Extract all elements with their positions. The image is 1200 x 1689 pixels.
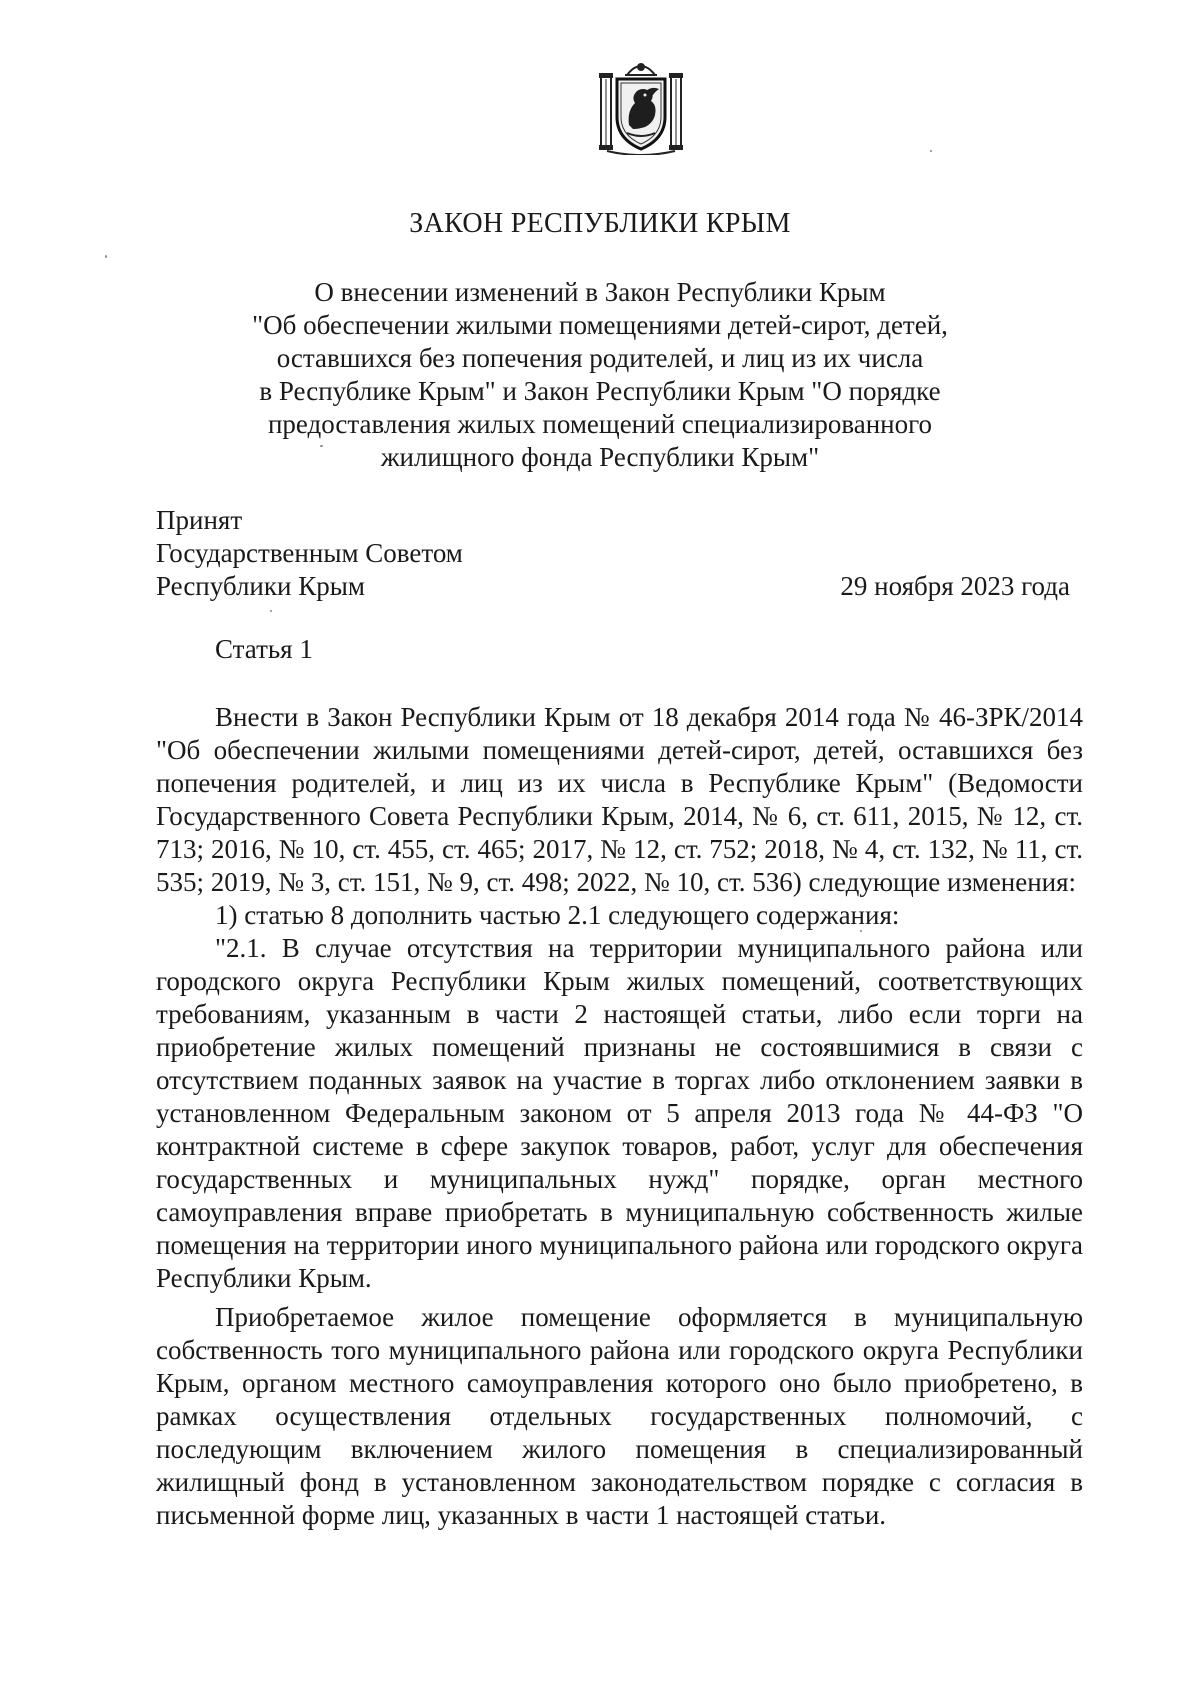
article-paragraph: "2.1. В случае отсутствия на территории муниципального района или городского округа Республики Крым жилых помещений, соответствующих требованиям, указанным в части 2 настоящей статьи, либо если торги на приобретение жилых помещений признаны не состоявшимися в связи с отсутствием поданных заявок на участие в торгах либо отклонением заявки в установленном Федеральным законом от 5 апреля 2013 года № 44-ФЗ "О контрактной системе в сфере закупок товаров, работ, услуг для обеспечения государственных и муниципальных нужд" порядке, орган местного самоуправления вправе приобретать в муниципальную собственность жилые помещения на территории иного муниципального района или городского округа Республики Крым. xyxy=(156,933,1083,1293)
adoption-line: Республики Крым xyxy=(156,571,365,601)
adoption-date: 29 ноября 2023 года xyxy=(840,571,1070,601)
article-paragraph: 1) статью 8 дополнить частью 2.1 следующего содержания: xyxy=(215,900,900,930)
scan-speck xyxy=(860,930,862,932)
law-subtitle-line: О внесении изменений в Закон Республики Крым xyxy=(314,277,886,307)
scan-speck xyxy=(270,610,272,612)
law-subtitle-line: "Об обеспечении жилыми помещениями детей-сирот, детей, xyxy=(252,310,948,340)
article-heading: Статья 1 xyxy=(215,634,313,664)
law-subtitle-line: оставшихся без попечения родителей, и лиц из их числа xyxy=(276,343,924,373)
crimea-coat-of-arms-icon xyxy=(597,55,685,155)
scan-speck xyxy=(930,150,932,152)
article-body xyxy=(156,701,1083,1532)
law-subtitle-line: в Республике Крым" и Закон Республики Крым "О порядке xyxy=(259,376,941,406)
scan-speck xyxy=(105,255,107,258)
adoption-line: Принят xyxy=(156,505,243,535)
article-paragraph: Приобретаемое жилое помещение оформляется в муниципальную собственность того муниципального района или городского округа Республики Крым, органом местного самоуправления которого оно было приобретено, в рамках осуществления отдельных государственных полномочий, с последующим включением жилого помещения в специализированный жилищный фонд в установленном законодательством порядке с согласия в письменной форме лиц, указанных в части 1 настоящей статьи. xyxy=(156,1302,1083,1530)
law-subtitle-line: жилищного фонда Республики Крым" xyxy=(380,442,820,472)
scan-speck xyxy=(320,445,323,447)
law-title: ЗАКОН РЕСПУБЛИКИ КРЫМ xyxy=(409,208,791,239)
article-paragraph: Внести в Закон Республики Крым от 18 декабря 2014 года № 46-ЗРК/2014 "Об обеспечении жилыми помещениями детей-сирот, детей, оставшихся без попечения родителей, и лиц из их числа в Республике Крым" (Ведомости Государственного Совета Республики Крым, 2014, № 6, ст. 611, 2015, № 12, ст. 713; 2016, № 10, ст. 455, ст. 465; 2017, № 12, ст. 752; 2018, № 4, ст. 132, № 11, ст. 535; 2019, № 3, ст. 151, № 9, ст. 498; 2022, № 10, ст. 536) следующие изменения: xyxy=(156,702,1083,897)
law-subtitle-line: предоставления жилых помещений специализированного xyxy=(267,409,933,439)
adoption-line: Государственным Советом xyxy=(156,538,463,568)
adoption-block xyxy=(156,504,463,603)
